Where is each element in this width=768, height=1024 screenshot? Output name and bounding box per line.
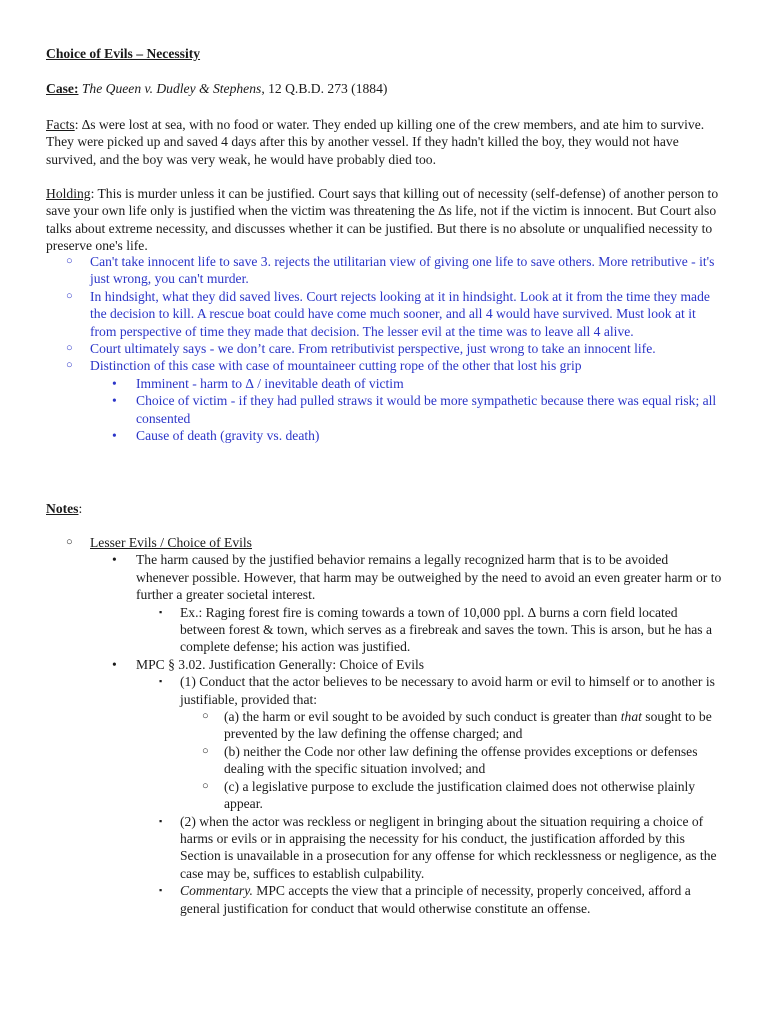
notes-topic: Lesser Evils / Choice of Evils bbox=[90, 535, 252, 550]
dot-bullet-icon: • bbox=[112, 552, 117, 568]
example-list bbox=[136, 604, 722, 656]
holding-paragraph bbox=[46, 185, 722, 255]
example-bullet: ▪ Ex.: Raging forest fire is coming towards a town of 10,000 ppl. ∆ burns a corn field located between forest & town, which serves as a firebreak and saves the town. This is arson, but he has a complete defense; his action was justified. bbox=[159, 604, 713, 655]
mpc-provision: ○ (b) neither the Code nor other law defining the offense provides exceptions or defenses dealing with the specific situation involved; and bbox=[202, 743, 698, 777]
dot-bullet-icon: • bbox=[112, 393, 117, 409]
circle-bullet-icon: ○ bbox=[66, 359, 73, 372]
notes-list bbox=[46, 534, 722, 917]
circle-bullet-icon: ○ bbox=[66, 289, 73, 302]
holding-bullet: ○ Can't take innocent life to save 3. rejects the utilitarian view of giving one life to save others. More retributive - it's just wrong, you can't murder. bbox=[66, 254, 715, 287]
mpc-bullet: ▪ Commentary. MPC accepts the view that a principle of necessity, properly conceived, afford a general justification for conduct that would otherwise constitute an offense. bbox=[159, 883, 691, 916]
facts-label: Facts bbox=[46, 117, 75, 132]
dot-bullet-icon: • bbox=[112, 375, 117, 391]
holding-bullet: ○ In hindsight, what they did saved lives. Court rejects looking at it in hindsight. Look at it from the time they made the decision to kill. A rescue boat could have come much sooner, and all 4 would have survived. Must look at it from perspective of time they made that decision. The lesser evil at the time was to leave all 4 alive. bbox=[66, 288, 710, 339]
square-bullet-icon: ▪ bbox=[159, 606, 163, 617]
mpc-list bbox=[136, 673, 722, 917]
notes-label: Notes bbox=[46, 501, 79, 516]
mpc-provision: ○ (a) the harm or evil sought to be avoided by such conduct is greater than that sought to be prevented by the law defining the offense charged; and bbox=[202, 709, 712, 742]
circle-bullet-icon: ○ bbox=[202, 779, 209, 792]
holding-label: Holding bbox=[46, 186, 91, 201]
notes-sub-list bbox=[90, 551, 722, 917]
notes-sub-bullet: • MPC § 3.02. Justification Generally: Choice of Evils ▪ (1) Conduct that the actor believes to be necessary to avoid harm or evil to himself or to another is justifiable, provided that: ○ (a) the harm or evil sought to be avoided by such conduct is greater than that sought to be prevented by the law defining the offense charged; and ○ (b) neither the Code nor other law defining the offense provides exceptions or defenses dealing with the specific situation involved; and ○ (c) a legislative purpose to exclude the justification claimed does not otherwise plainly appear. ▪ (2) when the actor was reckless or negligent in bringing about the situation requiring a choice of harms or evils or in appraising the necessity for his conduct, the justification afforded by this Section is unavailable in a prosecution for any offense for which recklessness or negligence, as the case may be, suffices to establish culpability. ▪ Commentary. MPC accepts the view that a principle of necessity, properly conceived, afford a general justification for conduct that would otherwise constitute an offense. bbox=[90, 656, 722, 917]
circle-bullet-icon: ○ bbox=[66, 536, 73, 548]
mpc-bullet: ▪ (2) when the actor was reckless or negligent in bringing about the situation requiring a choice of harms or evils or in appraising the necessity for his conduct, the justification afforded by this Section is unavailable in a prosecution for any offense for which recklessness or negligence, as the case may be, suffices to establish culpability. bbox=[159, 813, 717, 881]
holding-sub-list bbox=[90, 375, 722, 445]
mpc-provision-list bbox=[180, 708, 722, 812]
holding-text: : This is murder unless it can be justified. Court says that killing out of necessity (self-defense) of another person to save your own life only is justified when the victim was threatening the ∆s life, not if the victim is innocent. But Court also talks about extreme necessity, and discusses whether it can be justified. But there is no absolute or unqualified necessity to preserve one's life. bbox=[46, 186, 719, 254]
notes-sub-bullet: • The harm caused by the justified behavior remains a legally recognized harm that is to be avoided whenever possible. However, that harm may be outweighed by the need to avoid an even greater harm or to further a greater societal interest. ▪ Ex.: Raging forest fire is coming towards a town of 10,000 ppl. ∆ burns a corn field located between forest & town, which serves as a firebreak and saves the town. This is arson, but he has a complete defense; his action was justified. bbox=[112, 552, 722, 655]
dot-bullet-icon: • bbox=[112, 656, 117, 672]
mpc-bullet: ▪ (1) Conduct that the actor believes to be necessary to avoid harm or evil to himself or to another is justifiable, provided that: ○ (a) the harm or evil sought to be avoided by such conduct is greater than that sought to be prevented by the law defining the offense charged; and ○ (b) neither the Code nor other law defining the offense provides exceptions or defenses dealing with the specific situation involved; and ○ (c) a legislative purpose to exclude the justification claimed does not otherwise plainly appear. bbox=[136, 673, 722, 812]
case-line bbox=[46, 80, 722, 97]
circle-bullet-icon: ○ bbox=[66, 342, 73, 355]
square-bullet-icon: ▪ bbox=[159, 815, 163, 826]
circle-bullet-icon: ○ bbox=[202, 710, 209, 723]
holding-bullet: ○ Distinction of this case with case of mountaineer cutting rope of the other that lost his grip • Imminent - harm to ∆ / inevitable death of victim • Choice of victim - if they had pulled straws it would be more sympathetic because there was equal risk; all consented • Cause of death (gravity vs. death) bbox=[46, 357, 722, 444]
case-citation: , 12 Q.B.D. 273 (1884) bbox=[261, 81, 388, 96]
page-title: Choice of Evils – Necessity bbox=[46, 46, 201, 61]
square-bullet-icon: ▪ bbox=[159, 676, 163, 687]
case-name: The Queen v. Dudley & Stephens bbox=[81, 81, 262, 96]
notes-bullet bbox=[46, 534, 722, 917]
notes-heading: Notes: bbox=[46, 501, 83, 516]
facts-text: : ∆s were lost at sea, with no food or water. They ended up killing one of the crew members, and ate him to survive. They were picked up and saved 4 days after this by another vessel. If they hadn't killed the boy, they would not have survived, and the boy was very weak, he would have probably died too. bbox=[46, 117, 705, 167]
holding-sub-bullet: • Cause of death (gravity vs. death) bbox=[112, 428, 320, 444]
circle-bullet-icon: ○ bbox=[66, 255, 73, 267]
mpc-provision: ○ (c) a legislative purpose to exclude the justification claimed does not otherwise plainly appear. bbox=[202, 778, 696, 812]
case-label: Case: bbox=[46, 81, 79, 96]
holding-sub-bullet: • Choice of victim - if they had pulled straws it would be more sympathetic because there was equal risk; all consented bbox=[112, 393, 717, 426]
holding-bullet-list bbox=[46, 253, 722, 444]
dot-bullet-icon: • bbox=[112, 428, 117, 444]
holding-sub-bullet: • Imminent - harm to ∆ / inevitable death of victim bbox=[112, 375, 404, 391]
square-bullet-icon: ▪ bbox=[159, 885, 163, 896]
circle-bullet-icon: ○ bbox=[202, 744, 209, 757]
facts-paragraph bbox=[46, 116, 722, 168]
holding-bullet: ○ Court ultimately says - we don’t care. From retributivist perspective, just wrong to take an innocent life. bbox=[66, 341, 656, 357]
